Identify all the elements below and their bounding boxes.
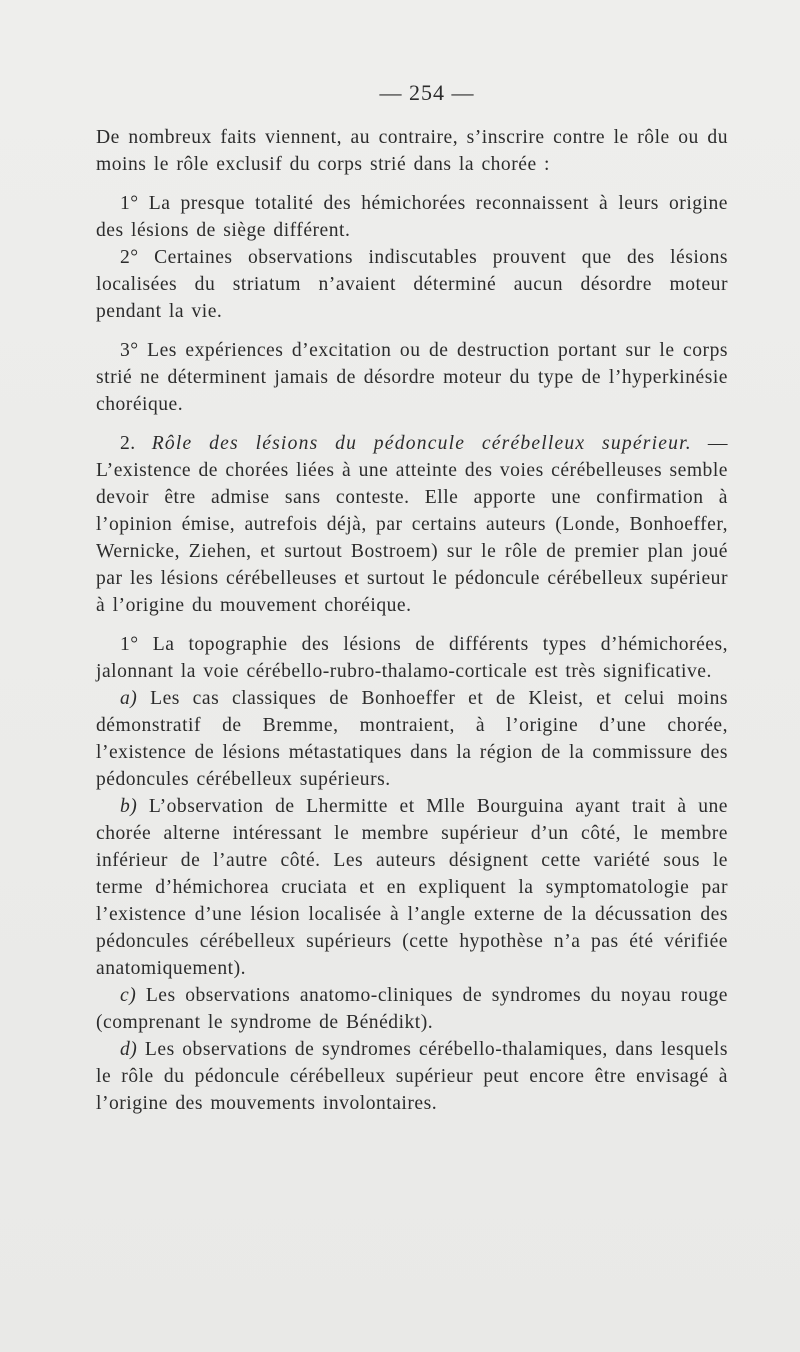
section-2-paragraph — [96, 430, 728, 619]
section-2-text: — L’existence de chorées liées à une atteinte des voies cérébelleuses semble devoir être admise sans conteste. Elle apporte une confirmation à l’opinion émise, autrefois déjà, par certains auteurs (Londe, Bonhoeffer, Wernicke, Ziehen, et surtout Bostroem) sur le rôle de premier plan joué par les lésions cérébelleuses et surtout le pédoncule cérébelleux supérieur à l’origine du mouvement choréique. — [96, 433, 728, 616]
page-body — [96, 124, 728, 1117]
item-c-letter: c) — [120, 985, 137, 1006]
topography-paragraph: 1° La topographie des lésions de différents types d’hémichorées, jalonnant la voie cérébello-rubro-thalamo-corticale est très significative. — [96, 634, 728, 682]
item-b-letter: b) — [120, 796, 138, 817]
page-number: — 254 — — [379, 80, 475, 105]
section-2-title: Rôle des lésions du pédoncule cérébelleux supérieur. — [151, 433, 692, 454]
point-2-paragraph: 2° Certaines observations indiscutables prouvent que des lésions localisées du striatum n’avaient déterminé aucun désordre moteur pendant la vie. — [96, 247, 728, 322]
item-a-letter: a) — [120, 688, 138, 709]
point-1-paragraph: 1° La presque totalité des hémichorées reconnaissent à leurs origine des lésions de siège différent. — [96, 193, 728, 241]
item-d-paragraph — [96, 1036, 728, 1117]
item-d-text: Les observations de syndromes cérébello-thalamiques, dans lesquels le rôle du pédoncule cérébelleux supérieur peut encore être envisagé à l’origine des mouvements involontaires. — [96, 1039, 728, 1114]
item-a-text: Les cas classiques de Bonhoeffer et de Kleist, et celui moins démonstratif de Bremme, montraient, à l’origine d’une chorée, l’existence de lésions métastatiques dans la région de la commissure des pédoncules cérébelleux supérieurs. — [96, 688, 728, 790]
item-d-letter: d) — [120, 1039, 138, 1060]
intro-paragraph: De nombreux faits viennent, au contraire, s’inscrire contre le rôle ou du moins le rôle exclusif du corps strié dans la chorée : — [96, 127, 728, 175]
item-c-paragraph — [96, 982, 728, 1036]
point-3-paragraph: 3° Les expériences d’excitation ou de destruction portant sur le corps strié ne déterminent jamais de désordre moteur du type de l’hyperkinésie choréique. — [96, 340, 728, 415]
item-a-paragraph — [96, 685, 728, 793]
item-b-text: L’observation de Lhermitte et Mlle Bourguina ayant trait à une chorée alterne intéressant le membre supérieur d’un côté, le membre inférieur de l’autre côté. Les auteurs désignent cette variété sous le terme d’hémichorea cruciata et en expliquent la symptomatologie par l’existence d’une lésion localisée à l’angle externe de la décussation des pédoncules cérébelleux supérieurs (cette hypothèse n’a pas été vérifiée anatomiquement). — [96, 796, 728, 979]
section-2-number: 2. — [120, 433, 136, 454]
item-b-paragraph — [96, 793, 728, 982]
item-c-text: Les observations anatomo-cliniques de syndromes du noyau rouge (comprenant le syndrome de Bénédikt). — [96, 985, 728, 1033]
